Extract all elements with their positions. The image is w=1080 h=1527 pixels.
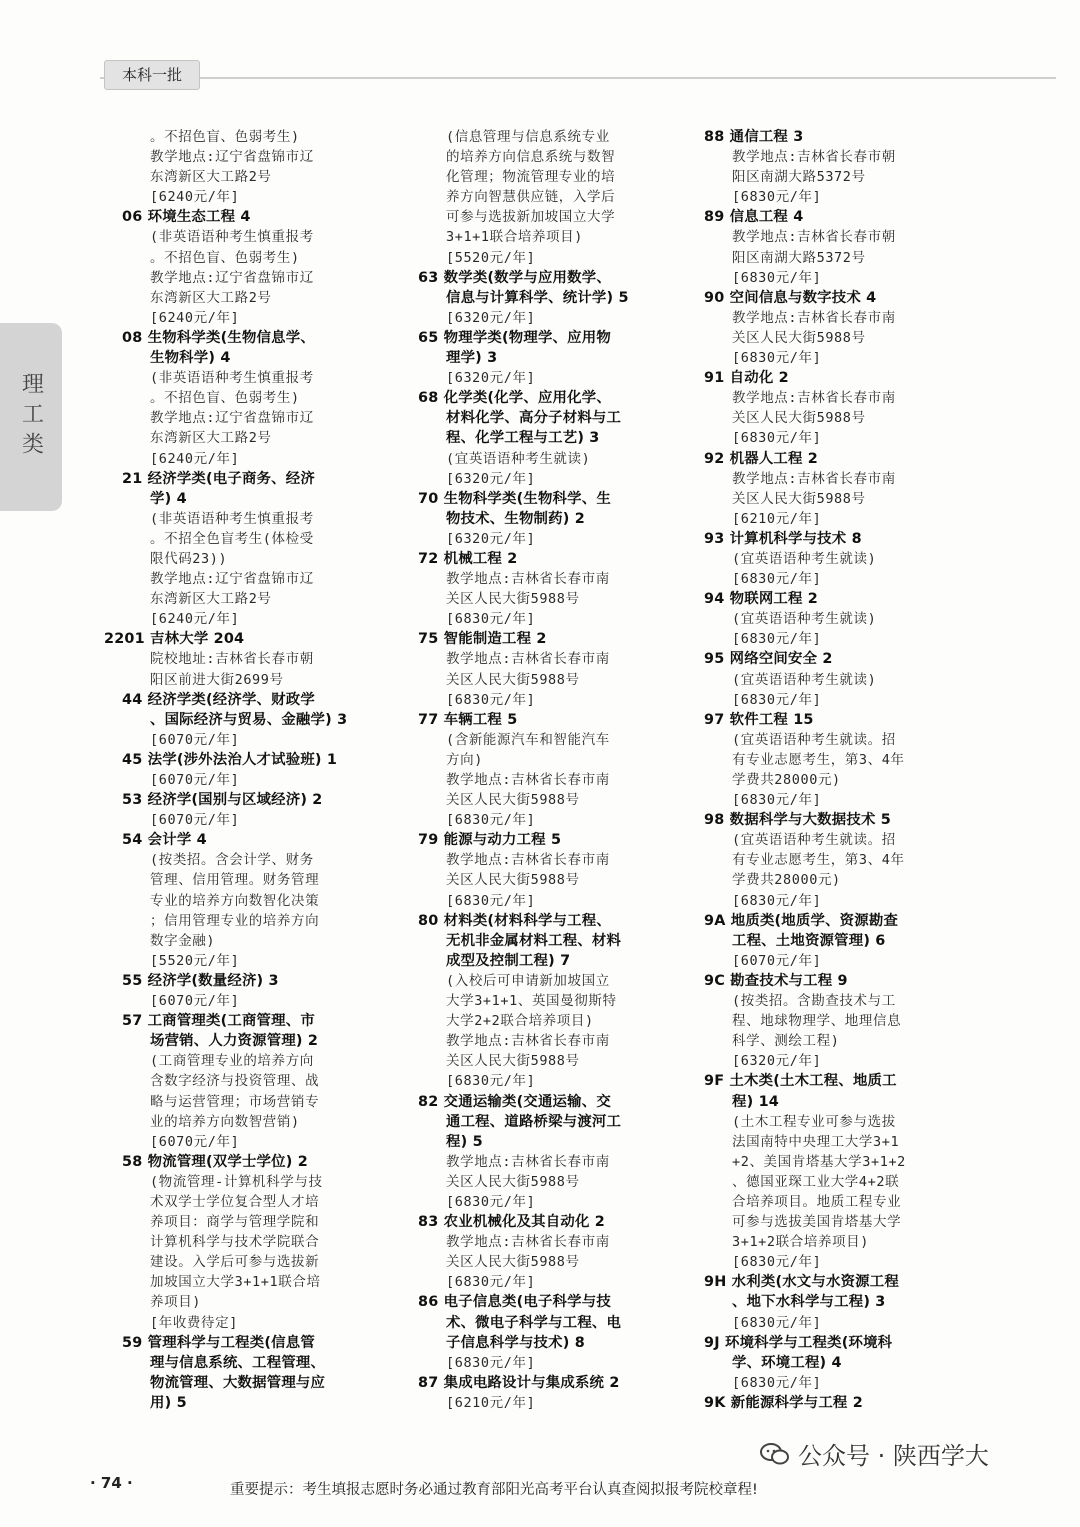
- detail-line: [6830元/年]: [446, 812, 536, 829]
- column-3: [686, 127, 946, 1413]
- program-heading: 92 机器人工程 2: [704, 450, 819, 467]
- program-heading: 信息与计算科学、统计学) 5: [446, 289, 629, 306]
- program-entry: [400, 1092, 660, 1213]
- program-entry: [400, 1212, 660, 1292]
- detail-line: 阳区南湖大路5372号: [732, 249, 866, 266]
- detail-line: 有专业志愿考生，第3、4年: [732, 751, 905, 768]
- detail-line: [6830元/年]: [732, 189, 822, 206]
- program-heading: 97 软件工程 15: [704, 711, 814, 728]
- detail-line: 教学地点:吉林省长春市南: [446, 1234, 610, 1251]
- program-entry: [104, 328, 374, 469]
- program-heading: 80 材料类(材料科学与工程、: [418, 912, 611, 929]
- detail-line: 数字金融): [150, 932, 216, 949]
- footer-note: 重要提示：考生填报志愿时务必通过教育部阳光高考平台认真查阅拟报考院校章程!: [230, 1482, 758, 1498]
- detail-line: [6830元/年]: [732, 792, 822, 809]
- program-heading: 68 化学类(化学、应用化学、: [418, 390, 611, 407]
- detail-line: 、德国亚琛工业大学4+2联: [732, 1173, 900, 1190]
- detail-line: 院校地址:吉林省长春市朝: [150, 651, 314, 668]
- program-heading: 9H 水利类(水文与水资源工程: [704, 1274, 899, 1291]
- detail-line: 。不招色盲、色弱考生): [150, 129, 300, 145]
- detail-line: [6830元/年]: [446, 1354, 536, 1371]
- program-entry: [686, 1393, 946, 1413]
- program-entry: [104, 750, 374, 790]
- detail-line: [6240元/年]: [150, 450, 240, 467]
- detail-line: 关区人民大街5988号: [732, 410, 866, 427]
- detail-line: 可参与选拔新加坡国立大学: [446, 209, 616, 226]
- program-heading: 95 网络空间安全 2: [704, 651, 833, 668]
- detail-line: 3+1+1联合培养项目): [446, 229, 583, 246]
- detail-line: 程、地球物理学、地理信息: [732, 1013, 902, 1030]
- detail-line: (非英语语种考生慎重报考: [150, 229, 314, 246]
- detail-line: (土木工程专业可参与选拔: [732, 1113, 896, 1130]
- program-heading: 、国际经济与贸易、金融学) 3: [150, 711, 348, 728]
- program-entry: [686, 127, 946, 207]
- detail-line: 3+1+2联合培养项目): [732, 1234, 869, 1251]
- program-heading: 工程、土地资源管理) 6: [732, 932, 886, 949]
- detail-line: 略与运营管理；市场营销专: [150, 1093, 320, 1110]
- detail-line: 有专业志愿考生，第3、4年: [732, 852, 905, 869]
- detail-line: [6320元/年]: [446, 370, 536, 387]
- detail-line: 。不招全色盲考生(体检受: [150, 530, 314, 547]
- detail-line: 阳区前进大街2699号: [150, 671, 284, 688]
- program-entry: [686, 1272, 946, 1332]
- detail-line: 教学地点:吉林省长春市南: [446, 1153, 610, 1170]
- program-heading: 学、环境工程) 4: [732, 1354, 842, 1371]
- program-heading: 物流管理、大数据管理与应: [150, 1374, 326, 1391]
- program-entry: [104, 127, 374, 207]
- program-entry: [686, 207, 946, 287]
- detail-line: 养项目): [150, 1294, 202, 1311]
- detail-line: 化管理；物流管理专业的培: [446, 169, 616, 186]
- detail-line: +2、美国肯塔基大学3+1+2: [732, 1153, 906, 1170]
- detail-line: 含数字经济与投资管理、战: [150, 1073, 320, 1090]
- program-entry: [686, 1071, 946, 1272]
- detail-line: 。不招色盲、色弱考生): [150, 390, 300, 407]
- detail-line: 东湾新区大工路2号: [150, 289, 272, 306]
- detail-line: 关区人民大街5988号: [446, 872, 580, 889]
- program-entry: [686, 810, 946, 910]
- detail-line: [6070元/年]: [150, 772, 240, 788]
- university-heading: 2201 吉林大学 204: [104, 631, 245, 648]
- program-entry: [400, 1373, 660, 1413]
- program-heading: 成型及控制工程) 7: [446, 952, 571, 969]
- program-entry: [686, 529, 946, 589]
- detail-line: 管理、信用管理。财务管理: [150, 872, 320, 889]
- detail-line: 限代码23)): [150, 550, 228, 567]
- detail-line: [6830元/年]: [732, 631, 822, 648]
- program-heading: 59 管理科学与工程类(信息管: [122, 1334, 315, 1351]
- program-heading: 08 生物科学类(生物信息学、: [122, 329, 315, 346]
- detail-line: [6830元/年]: [732, 269, 822, 286]
- program-heading: 子信息科学与技术) 8: [446, 1334, 585, 1351]
- program-heading: 54 会计学 4: [122, 832, 207, 849]
- program-entry: [686, 368, 946, 448]
- program-heading: 、地下水科学与工程) 3: [732, 1294, 886, 1311]
- detail-line: 东湾新区大工路2号: [150, 169, 272, 186]
- detail-line: (宜英语语种考生就读): [732, 611, 877, 628]
- detail-line: [6830元/年]: [446, 691, 536, 708]
- program-heading: 75 智能制造工程 2: [418, 631, 547, 648]
- program-heading: 98 数据科学与大数据技术 5: [704, 812, 891, 829]
- detail-line: 大学3+1+1、英国曼彻斯特: [446, 993, 617, 1010]
- detail-line: 科学、测绘工程): [732, 1033, 840, 1050]
- detail-line: 教学地点:辽宁省盘锦市辽: [150, 410, 314, 427]
- detail-line: 术双学士学位复合型人才培: [150, 1193, 320, 1210]
- detail-line: [6830元/年]: [446, 1073, 536, 1090]
- program-entry: [686, 288, 946, 368]
- detail-line: [6320元/年]: [446, 309, 536, 326]
- detail-line: 教学地点:辽宁省盘锦市辽: [150, 149, 314, 166]
- detail-line: 教学地点:吉林省长春市南: [732, 470, 896, 487]
- detail-line: 教学地点:吉林省长春市朝: [732, 229, 896, 246]
- detail-line: 可参与选拔美国肯塔基大学: [732, 1214, 902, 1231]
- detail-line: [6070元/年]: [150, 731, 240, 748]
- program-heading: 82 交通运输类(交通运输、交: [418, 1093, 611, 1110]
- wechat-icon: [760, 1442, 790, 1466]
- detail-line: [6320元/年]: [446, 470, 536, 487]
- program-heading: 9F 土木类(土木工程、地质工: [704, 1073, 897, 1090]
- program-heading: 58 物流管理(双学士学位) 2: [122, 1153, 308, 1170]
- program-entry: [400, 127, 660, 268]
- program-entry: [104, 1152, 374, 1333]
- detail-line: 养方向智慧供应链，入学后: [446, 189, 616, 206]
- program-entry: [686, 449, 946, 529]
- program-heading: 79 能源与动力工程 5: [418, 832, 562, 849]
- detail-line: [6070元/年]: [150, 812, 240, 829]
- detail-line: 专业的培养方向数智化决策: [150, 892, 320, 909]
- detail-line: (非英语语种考生慎重报考: [150, 510, 314, 527]
- detail-line: [年收费待定]: [150, 1314, 238, 1331]
- program-entry: [400, 1292, 660, 1372]
- program-entry: [686, 1333, 946, 1393]
- detail-line: (入校后可申请新加坡国立: [446, 972, 610, 989]
- detail-line: (非英语语种考生慎重报考: [150, 370, 314, 387]
- detail-line: 教学地点:吉林省长春市南: [446, 651, 610, 668]
- program-heading: 术、微电子科学与工程、电: [446, 1314, 622, 1331]
- detail-line: 关区人民大街5988号: [446, 1053, 580, 1070]
- detail-line: 教学地点:吉林省长春市朝: [732, 149, 896, 166]
- program-entry: [104, 207, 374, 328]
- program-entry: [104, 790, 374, 830]
- detail-line: [5520元/年]: [446, 249, 536, 266]
- program-heading: 91 自动化 2: [704, 370, 789, 387]
- detail-line: (宜英语语种考生就读): [732, 671, 877, 688]
- detail-line: 建设。入学后可参与选拔新: [150, 1254, 320, 1271]
- detail-line: [6240元/年]: [150, 189, 240, 206]
- page-number: · 74 ·: [90, 1474, 133, 1492]
- detail-line: 关区人民大街5988号: [446, 1173, 580, 1190]
- program-heading: 53 经济学(国别与区域经济) 2: [122, 792, 323, 809]
- detail-line: [6830元/年]: [732, 1314, 822, 1331]
- program-heading: 90 空间信息与数字技术 4: [704, 289, 877, 306]
- detail-line: 学费共28000元): [732, 772, 841, 788]
- program-entry: [104, 1333, 374, 1413]
- detail-line: [5520元/年]: [150, 952, 240, 969]
- detail-line: 大学2+2联合培养项目): [446, 1013, 594, 1030]
- column-1: [104, 127, 374, 1413]
- program-entry: [400, 549, 660, 629]
- category-side-tab: 理工类: [0, 323, 62, 511]
- detail-line: 东湾新区大工路2号: [150, 430, 272, 447]
- program-heading: 无机非金属材料工程、材料: [446, 932, 622, 949]
- program-heading: 87 集成电路设计与集成系统 2: [418, 1374, 620, 1391]
- university-entry: [104, 629, 374, 689]
- program-entry: [400, 629, 660, 709]
- detail-line: [6320元/年]: [732, 1053, 822, 1070]
- program-entry: [400, 268, 660, 328]
- detail-line: [6830元/年]: [446, 611, 536, 628]
- detail-line: [6830元/年]: [732, 691, 822, 708]
- detail-line: 关区人民大街5988号: [446, 591, 580, 608]
- watermark-text: 公众号 · 陕西学大: [798, 1442, 989, 1470]
- detail-line: 的培养方向信息系统与数智: [446, 149, 616, 166]
- program-heading: 21 经济学类(电子商务、经济: [122, 470, 315, 487]
- detail-line: (按类招。含会计学、财务: [150, 852, 314, 869]
- program-heading: 材料化学、高分子材料与工: [446, 410, 622, 427]
- program-heading: 77 车辆工程 5: [418, 711, 518, 728]
- detail-line: 法国南特中央理工大学3+1: [732, 1133, 900, 1150]
- detail-line: (含新能源汽车和智能汽车: [446, 731, 610, 748]
- detail-line: 教学地点:辽宁省盘锦市辽: [150, 571, 314, 588]
- program-entry: [400, 489, 660, 549]
- program-heading: 72 机械工程 2: [418, 550, 518, 567]
- detail-line: [6830元/年]: [446, 1193, 536, 1210]
- detail-line: 业的培养方向数智营销): [150, 1113, 300, 1130]
- program-heading: 通工程、道路桥梁与渡河工: [446, 1113, 622, 1130]
- detail-line: (物流管理-计算机科学与技: [150, 1173, 323, 1190]
- detail-line: (按类招。含勘查技术与工: [732, 993, 896, 1010]
- detail-line: [6070元/年]: [150, 993, 240, 1010]
- detail-line: 关区人民大街5988号: [732, 490, 866, 507]
- program-entry: [686, 971, 946, 1071]
- program-heading: 63 数学类(数学与应用数学、: [418, 269, 611, 286]
- detail-line: 阳区南湖大路5372号: [732, 169, 866, 186]
- program-heading: 94 物联网工程 2: [704, 591, 819, 608]
- detail-line: 教学地点:吉林省长春市南: [446, 772, 610, 788]
- detail-line: 教学地点:吉林省长春市南: [446, 1033, 610, 1050]
- detail-line: 方向): [446, 751, 483, 768]
- detail-line: (工商管理专业的培养方向: [150, 1053, 314, 1070]
- detail-line: [6830元/年]: [446, 1274, 536, 1291]
- column-2: [400, 127, 660, 1413]
- detail-line: [6830元/年]: [446, 892, 536, 909]
- program-heading: 程) 14: [732, 1093, 780, 1110]
- program-heading: 9C 勘查技术与工程 9: [704, 972, 848, 989]
- program-heading: 06 环境生态工程 4: [122, 209, 251, 226]
- section-tab: 本科一批: [104, 60, 200, 90]
- program-heading: 程) 5: [446, 1133, 483, 1150]
- detail-line: 教学地点:吉林省长春市南: [446, 852, 610, 869]
- detail-line: (宜英语语种考生就读): [446, 450, 591, 467]
- program-heading: 用) 5: [150, 1394, 187, 1411]
- program-heading: 场营销、人力资源管理) 2: [150, 1033, 319, 1050]
- program-entry: [400, 911, 660, 1092]
- detail-line: (宜英语语种考生就读): [732, 550, 877, 567]
- program-heading: 理与信息系统、工程管理、: [150, 1354, 326, 1371]
- detail-line: 关区人民大街5988号: [446, 792, 580, 809]
- detail-line: [6830元/年]: [732, 571, 822, 588]
- detail-line: [6830元/年]: [732, 1374, 822, 1391]
- detail-line: 学费共28000元): [732, 872, 841, 889]
- program-heading: 93 计算机科学与技术 8: [704, 530, 862, 547]
- program-heading: 45 法学(涉外法治人才试验班) 1: [122, 751, 338, 768]
- detail-line: (宜英语语种考生就读。招: [732, 731, 896, 748]
- program-heading: 57 工商管理类(工商管理、市: [122, 1013, 315, 1030]
- detail-line: 教学地点:吉林省长春市南: [732, 309, 896, 326]
- detail-line: 教学地点:吉林省长春市南: [446, 571, 610, 588]
- watermark: [760, 1436, 989, 1471]
- detail-line: 加坡国立大学3+1+1联合培: [150, 1274, 321, 1291]
- detail-line: 教学地点:辽宁省盘锦市辽: [150, 269, 314, 286]
- program-heading: 9K 新能源科学与工程 2: [704, 1394, 863, 1411]
- program-heading: 89 信息工程 4: [704, 209, 804, 226]
- program-heading: 44 经济学类(经济学、财政学: [122, 691, 315, 708]
- program-heading: 学) 4: [150, 490, 187, 507]
- program-heading: 83 农业机械化及其自动化 2: [418, 1214, 605, 1231]
- program-entry: [104, 1011, 374, 1152]
- detail-line: [6210元/年]: [732, 510, 822, 527]
- program-heading: 9A 地质类(地质学、资源勘查: [704, 912, 899, 929]
- program-entry: [400, 710, 660, 831]
- detail-line: 养项目：商学与管理学院和: [150, 1214, 320, 1231]
- program-heading: 88 通信工程 3: [704, 129, 804, 145]
- program-entry: [104, 690, 374, 750]
- detail-line: [6320元/年]: [446, 530, 536, 547]
- program-entry: [400, 328, 660, 388]
- program-heading: 程、化学工程与工艺) 3: [446, 430, 600, 447]
- program-heading: 9J 环境科学与工程类(环境科: [704, 1334, 893, 1351]
- program-heading: 55 经济学(数量经济) 3: [122, 972, 279, 989]
- detail-line: (信息管理与信息系统专业: [446, 129, 610, 145]
- program-entry: [104, 971, 374, 1011]
- detail-line: [6830元/年]: [732, 892, 822, 909]
- detail-line: 。不招色盲、色弱考生): [150, 249, 300, 266]
- detail-line: [6830元/年]: [732, 1254, 822, 1271]
- detail-line: 关区人民大街5988号: [732, 329, 866, 346]
- program-entry: [686, 589, 946, 649]
- program-heading: 65 物理学类(物理学、应用物: [418, 329, 611, 346]
- program-heading: 物技术、生物制药) 2: [446, 510, 585, 527]
- program-heading: 86 电子信息类(电子科学与技: [418, 1294, 611, 1311]
- program-heading: 理学) 3: [446, 350, 498, 367]
- detail-line: [6210元/年]: [446, 1394, 536, 1411]
- program-entry: [686, 710, 946, 810]
- program-entry: [400, 388, 660, 488]
- detail-line: 关区人民大街5988号: [446, 1254, 580, 1271]
- header-rule: [100, 77, 1056, 79]
- detail-line: [6830元/年]: [732, 430, 822, 447]
- detail-line: 东湾新区大工路2号: [150, 591, 272, 608]
- program-entry: [400, 830, 660, 910]
- program-entry: [104, 469, 374, 630]
- detail-line: 合培养项目。地质工程专业: [732, 1193, 902, 1210]
- detail-line: 教学地点:吉林省长春市南: [732, 390, 896, 407]
- program-entry: [686, 649, 946, 709]
- detail-line: 计算机科学与技术学院联合: [150, 1234, 320, 1251]
- detail-line: [6070元/年]: [732, 952, 822, 969]
- program-entry: [686, 911, 946, 971]
- detail-line: 关区人民大街5988号: [446, 671, 580, 688]
- detail-line: [6240元/年]: [150, 309, 240, 326]
- program-entry: [104, 830, 374, 971]
- detail-line: ；信用管理专业的培养方向: [150, 912, 320, 929]
- program-heading: 70 生物科学类(生物科学、生: [418, 490, 611, 507]
- detail-line: [6240元/年]: [150, 611, 240, 628]
- detail-line: [6830元/年]: [732, 350, 822, 367]
- detail-line: [6070元/年]: [150, 1133, 240, 1150]
- detail-line: (宜英语语种考生就读。招: [732, 832, 896, 849]
- program-heading: 生物科学) 4: [150, 350, 231, 367]
